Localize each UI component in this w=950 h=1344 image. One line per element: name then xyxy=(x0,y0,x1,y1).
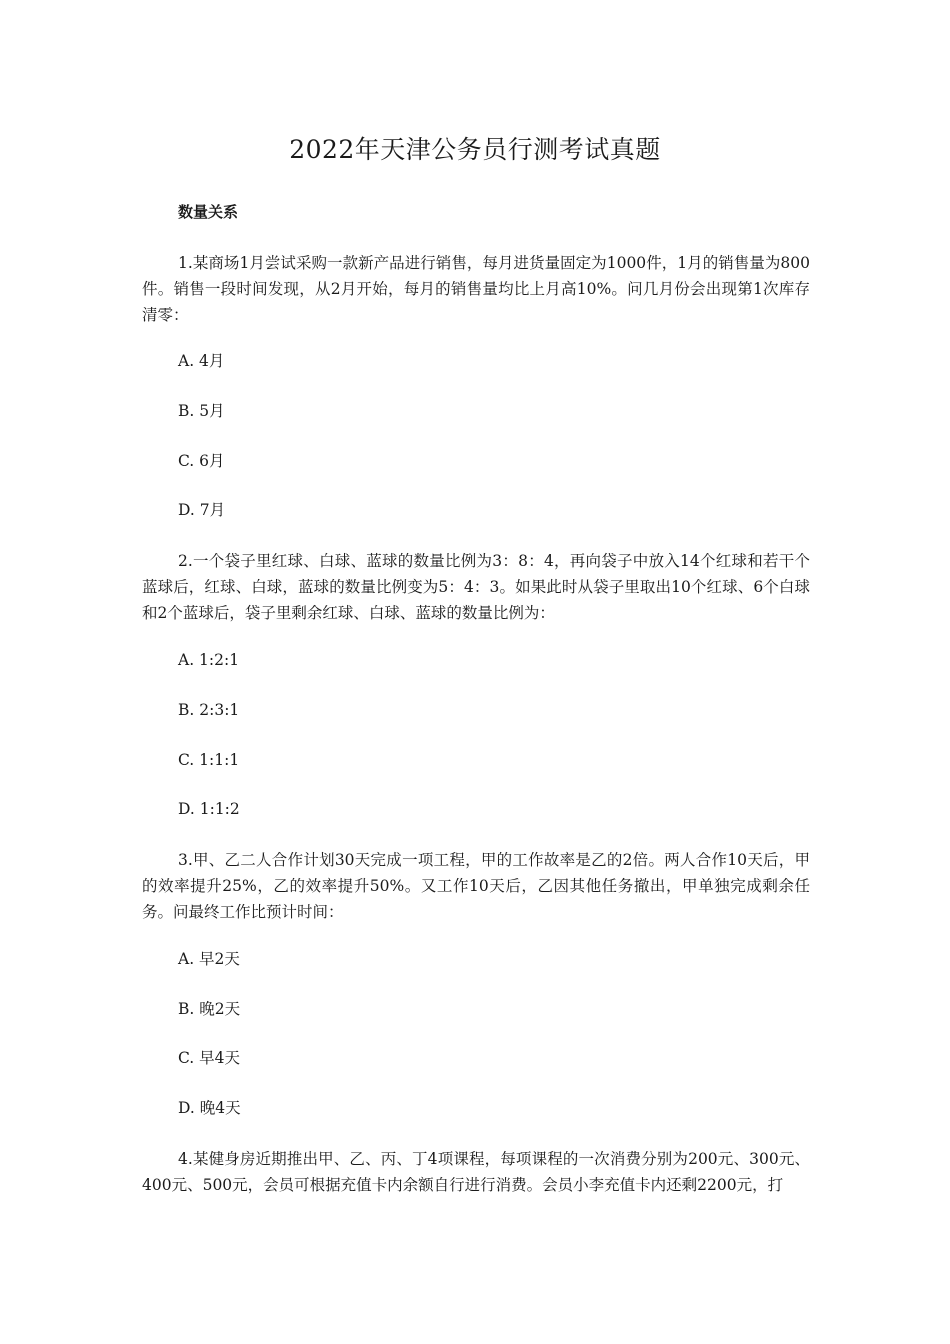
question-3-option-a: A. 早2天 xyxy=(178,950,240,968)
question-1-text: 1.某商场1月尝试采购一款新产品进行销售，每月进货量固定为1000件，1月的销售量为800件。销售一段时间发现，从2月开始，每月的销售量均比上月高10%。问几月份会出现第1次库存清零： xyxy=(142,254,810,324)
question-4-text: 4.某健身房近期推出甲、乙、丙、丁4项课程，每项课程的一次消费分别为200元、300元、400元、500元，会员可根据充值卡内余额自行进行消费。会员小李充值卡内还剩2200元，打 xyxy=(142,1150,810,1194)
document-title: 2022年天津公务员行测考试真题 xyxy=(289,135,661,164)
question-1-option-b: B. 5月 xyxy=(178,402,225,420)
question-1-option-a: A. 4月 xyxy=(178,352,225,370)
question-1-option-d: D. 7月 xyxy=(178,501,226,519)
section-heading: 数量关系 xyxy=(178,203,239,221)
question-3-text: 3.甲、乙二人合作计划30天完成一项工程，甲的工作故率是乙的2倍。两人合作10天后，甲的效率提升25%，乙的效率提升50%。又工作10天后，乙因其他任务撤出，甲单独完成剩余任务。问最终工作比预计时间： xyxy=(142,851,810,921)
question-2-option-c: C. 1:1:1 xyxy=(178,751,240,769)
question-2-option-b: B. 2:3:1 xyxy=(178,701,240,719)
question-3-option-b: B. 晚2天 xyxy=(178,1000,241,1018)
question-3-option-c: C. 早4天 xyxy=(178,1049,241,1067)
question-2-text: 2.一个袋子里红球、白球、蓝球的数量比例为3：8：4，再向袋子中放入14个红球和若干个蓝球后，红球、白球，蓝球的数量比例变为5：4：3。如果此时从袋子里取出10个红球、6个白球和2个蓝球后，袋子里剩余红球、白球、蓝球的数量比例为： xyxy=(142,552,810,622)
question-1-option-c: C. 6月 xyxy=(178,452,225,470)
question-2-option-a: A. 1:2:1 xyxy=(178,651,240,669)
question-3-option-d: D. 晚4天 xyxy=(178,1099,241,1117)
question-2-option-d: D. 1:1:2 xyxy=(178,800,240,818)
